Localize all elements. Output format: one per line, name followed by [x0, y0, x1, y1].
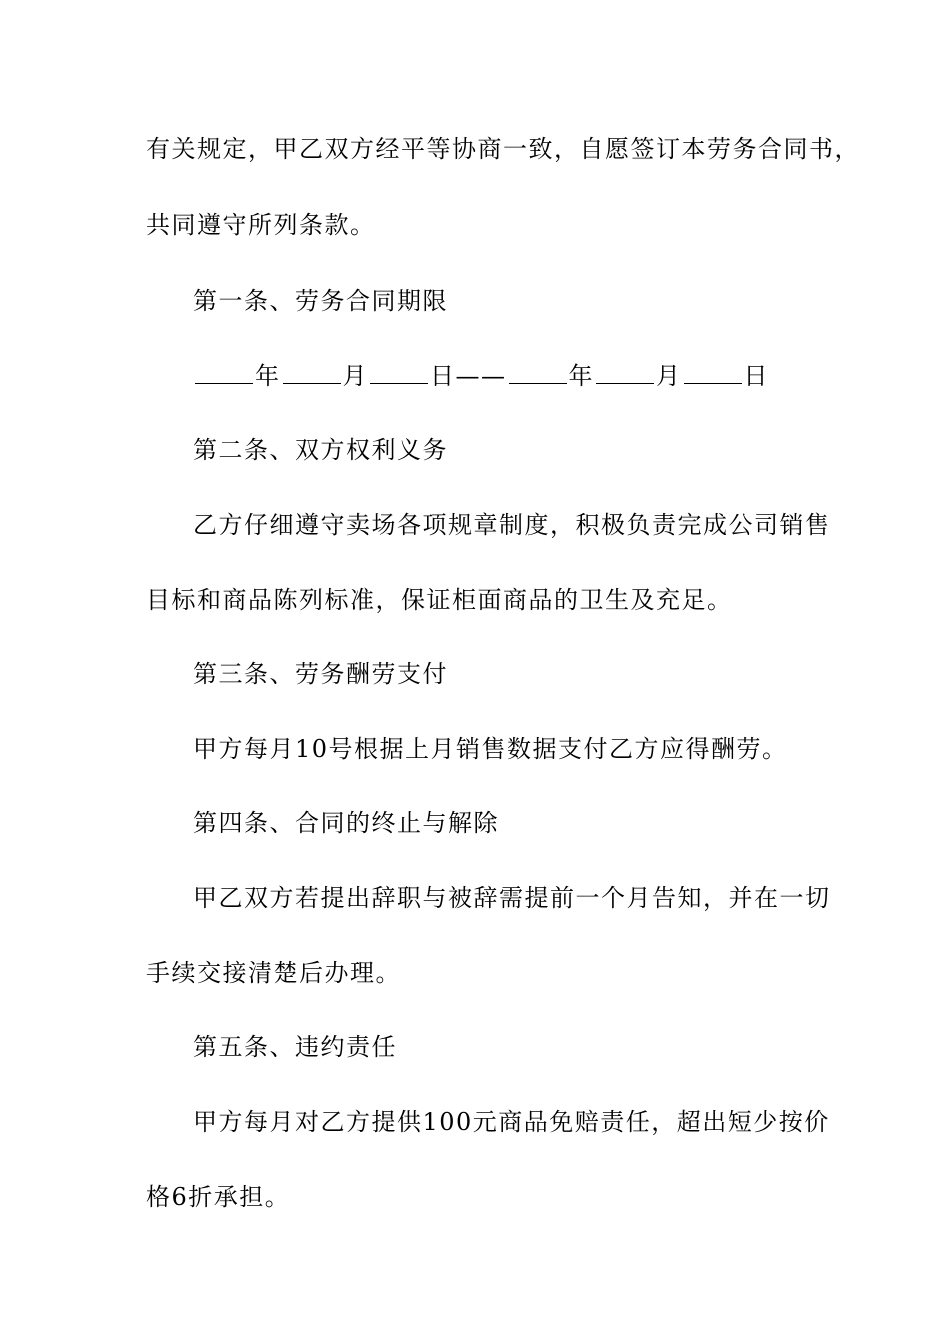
- paragraph-line: 格6折承担。: [146, 1183, 291, 1211]
- month-blank: [596, 361, 654, 384]
- paragraph-line: 乙方仔细遵守卖场各项规章制度，积极负责完成公司销售: [193, 511, 831, 539]
- year-blank: [509, 361, 567, 384]
- paragraph-line: 目标和商品陈列标准，保证柜面商品的卫生及充足。: [146, 586, 733, 614]
- range-separator: ——: [455, 362, 507, 390]
- paragraph-line: 共同遵守所列条款。: [146, 211, 376, 239]
- date-range-line: [193, 359, 883, 393]
- day-blank: [370, 361, 428, 384]
- article-heading: 第二条、双方权利义务: [193, 436, 448, 464]
- month-label: 月: [342, 362, 368, 390]
- day-blank: [684, 361, 742, 384]
- paragraph-line: 甲方每月10号根据上月销售数据支付乙方应得酬劳。: [193, 735, 788, 763]
- paragraph-line: 手续交接清楚后办理。: [146, 959, 401, 987]
- year-label: 年: [255, 362, 281, 390]
- month-label: 月: [656, 362, 682, 390]
- year-blank: [195, 361, 253, 384]
- month-blank: [283, 361, 341, 384]
- article-heading: 第四条、合同的终止与解除: [193, 809, 499, 837]
- year-label: 年: [568, 362, 594, 390]
- paragraph-line: 有关规定，甲乙双方经平等协商一致，自愿签订本劳务合同书，: [146, 135, 860, 163]
- article-heading: 第三条、劳务酬劳支付: [193, 660, 448, 688]
- day-label: 日: [743, 362, 769, 390]
- paragraph-line: 甲乙双方若提出辞职与被辞需提前一个月告知，并在一切: [193, 884, 831, 912]
- article-heading: 第五条、违约责任: [193, 1033, 397, 1061]
- paragraph-line: 甲方每月对乙方提供100元商品免赔责任，超出短少按价: [193, 1108, 830, 1136]
- day-label: 日: [430, 362, 456, 390]
- article-heading: 第一条、劳务合同期限: [193, 287, 448, 315]
